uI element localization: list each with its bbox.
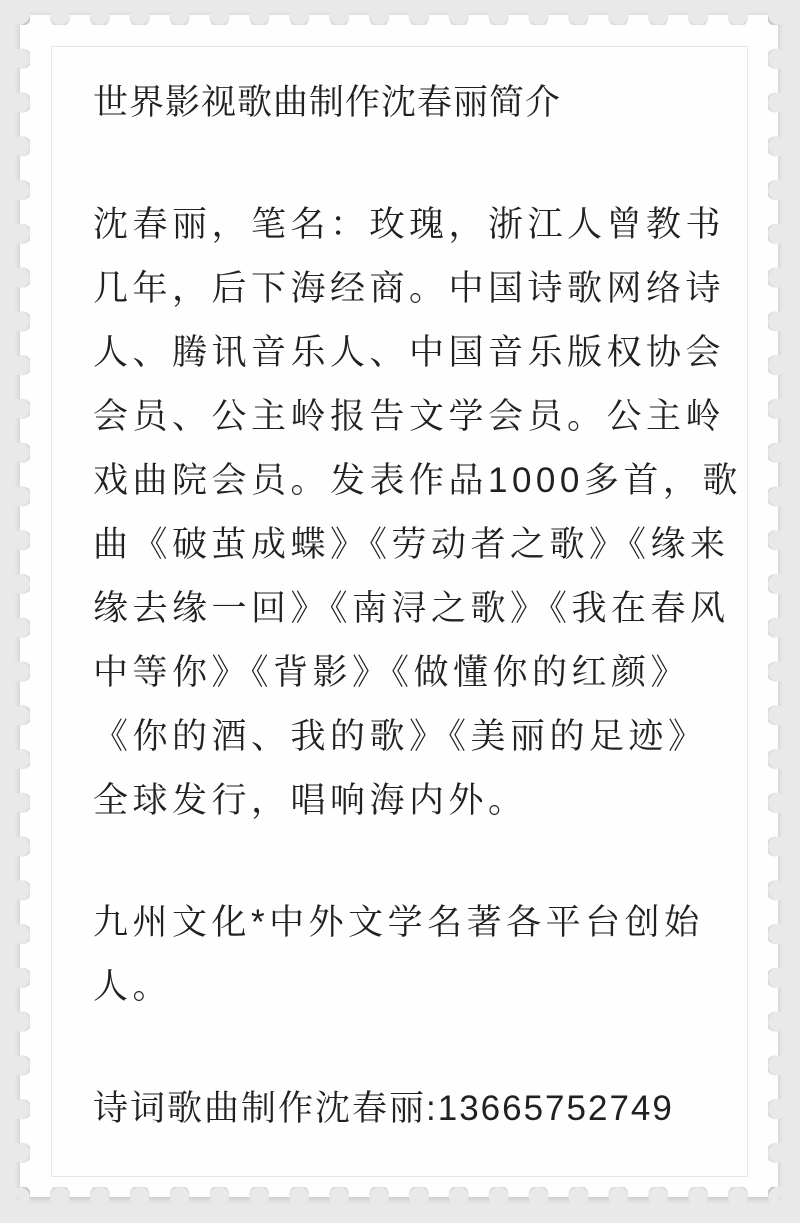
contact-phone-line: 诗词歌曲制作沈春丽:13665752749: [93, 1089, 674, 1128]
perforation-top-edge: [20, 5, 778, 25]
text-line: 曲《破茧成蝶》《劳动者之歌》《缘来: [93, 525, 730, 564]
document-title: 世界影视歌曲制作沈春丽简介: [93, 83, 562, 122]
stamp-card: [20, 15, 778, 1197]
text-line: 全球发行，唱响海内外。: [93, 781, 528, 820]
text-line: 几年，后下海经商。中国诗歌网络诗: [93, 269, 726, 308]
paragraph-founder: [93, 891, 711, 1019]
text-line: 人。: [93, 967, 173, 1006]
perforation-bottom-edge: [20, 1187, 778, 1207]
text-line: 会员、公主岭报告文学会员。公主岭: [93, 397, 726, 436]
text-line: 中等你》《背影》《做懂你的红颜》: [93, 653, 691, 692]
text-line: 戏曲院会员。发表作品1000多首，歌: [93, 461, 742, 500]
paragraph-contact: [93, 1077, 711, 1141]
text-line: 《你的酒、我的歌》《美丽的足迹》: [93, 717, 708, 756]
text-line: 九州文化*中外文学名著各平台创始: [93, 903, 704, 942]
text-line: 人、腾讯音乐人、中国音乐版权协会: [93, 333, 726, 372]
paragraph-bio: [93, 193, 742, 833]
text-line: 缘去缘一回》《南浔之歌》《我在春风: [93, 589, 730, 628]
text-line: 沈春丽，笔名：玫瑰，浙江人曾教书: [93, 205, 726, 244]
perforation-right-edge: [768, 15, 788, 1197]
content-frame: [51, 46, 748, 1177]
perforation-left-edge: [10, 15, 30, 1197]
